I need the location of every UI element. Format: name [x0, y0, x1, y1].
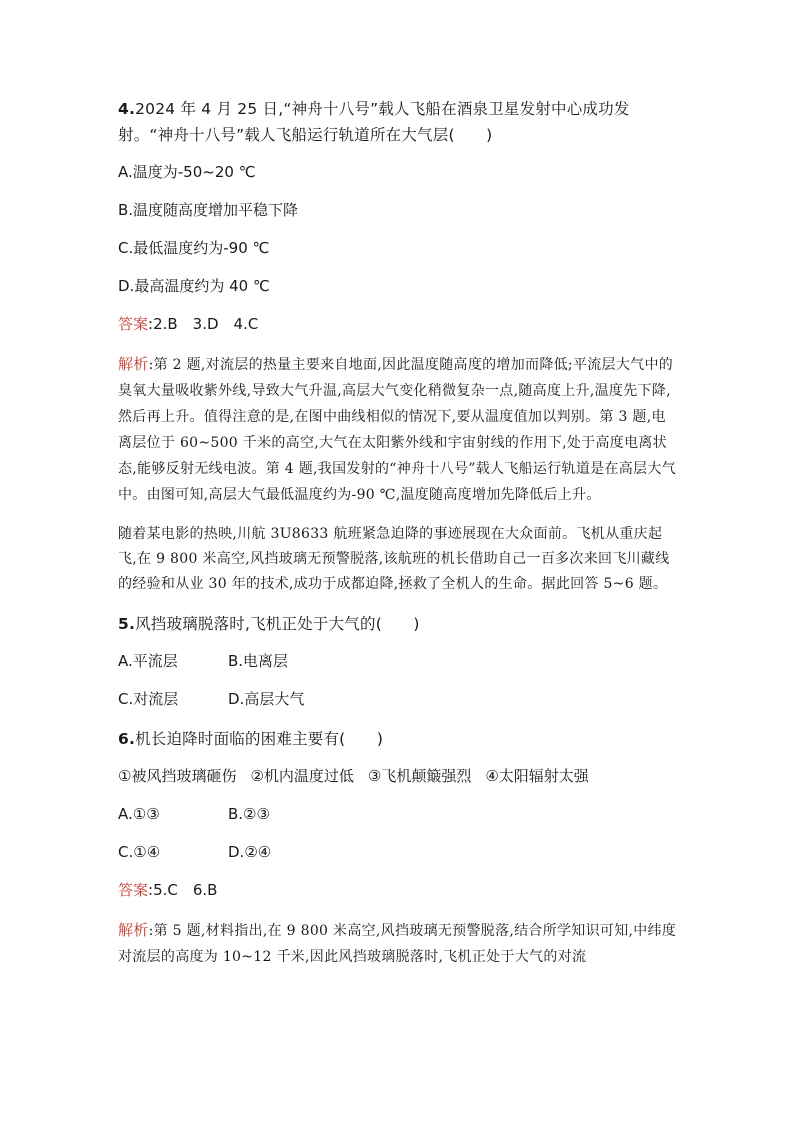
answer-text-2: :5.C 6.B [148, 881, 218, 899]
question-5-options-row-1 [118, 650, 678, 672]
question-5-text: 风挡玻璃脱落时,飞机正处于大气的( ) [135, 615, 420, 633]
reading-material: 随着某电影的热映,川航 3U8633 航班紧急迫降的事迹展现在大众面前。飞机从重庆起飞,在 9 800 米高空,风挡玻璃无预警脱落,该航班的机长借助自己一百多次来回飞川藏线的经验和从业 30 年的技术,成功于成都迫降,拯救了全机人的生命。据此回答 5~6 题。 [118, 526, 670, 592]
question-6-option-c: C.①④ [118, 843, 161, 861]
question-6-option-b: B.②③ [228, 805, 270, 823]
answer-block-2 [118, 879, 678, 901]
answer-label-2: 答案 [118, 881, 149, 899]
answer-block-1 [118, 313, 678, 335]
explanation-text-2: :第 5 题,材料指出,在 9 800 米高空,风挡玻璃无预警脱落,结合所学知识可知,中纬度对流层的高度为 10~12 千米,因此风挡玻璃脱落时,飞机正处于大气的对流 [118, 923, 677, 965]
explanation-block-2 [118, 917, 678, 970]
statement-1: ①被风挡玻璃砸伤 [118, 767, 237, 785]
explanation-text: :第 2 题,对流层的热量主要来自地面,因此温度随高度的增加而降低;平流层大气中的臭氧大量吸收紫外线,导致大气升温,高层大气变化稍微复杂一点,随高度上升,温度先下降,然后再上升。值得注意的是,在图中曲线相似的情况下,要从温度值加以判别。第 3 题,电离层位于 60~500 千米的高空,大气在太阳紫外线和宇宙射线的作用下,处于高度电离状态,能够反射无线电波。第 4 题,我国发射的“神舟十八号”载人飞船运行轨道是在高层大气中。由图可知,高层大气最低温度约为-90 ℃,温度随高度增加先降低后上升。 [118, 357, 676, 503]
explanation-label-2: 解析 [118, 921, 149, 939]
question-6-stem [118, 726, 678, 752]
question-6-option-a: A.①③ [118, 805, 160, 823]
question-6-options-row-1 [118, 803, 678, 825]
explanation-block-1 [118, 351, 678, 508]
statement-4: ④太阳辐射太强 [485, 767, 589, 785]
statement-3: ③飞机颠簸强烈 [367, 767, 472, 785]
answer-label: 答案 [118, 315, 149, 333]
question-6-text: 机长迫降时面临的困难主要有( ) [135, 730, 384, 748]
question-4-option-d: D.最高温度约为 40 ℃ [118, 277, 270, 295]
question-4-option-c: C.最低温度约为-90 ℃ [118, 239, 270, 257]
question-6-statements [118, 765, 678, 787]
answer-text: :2.B 3.D 4.C [148, 315, 259, 333]
question-5-number: 5. [118, 615, 136, 633]
question-4-number: 4. [118, 100, 136, 118]
question-4-text: 2024 年 4 月 25 日,“神舟十八号”载人飞船在酒泉卫星发射中心成功发射。“神舟十八号”载人飞船运行轨道所在大气层( ) [118, 100, 630, 144]
question-4-option-b: B.温度随高度增加平稳下降 [118, 201, 299, 219]
question-6-number: 6. [118, 730, 136, 748]
question-5-option-b: B.电离层 [228, 652, 289, 670]
question-5-option-a: A.平流层 [118, 652, 178, 670]
question-5-option-c: C.对流层 [118, 690, 179, 708]
question-5-options-row-2 [118, 688, 678, 710]
question-4-stem [118, 96, 678, 148]
question-6-options-row-2 [118, 841, 678, 863]
document-page [118, 96, 678, 984]
question-5-stem [118, 611, 678, 637]
statement-2: ②机内温度过低 [250, 767, 354, 785]
question-4-option-a: A.温度为-50~20 ℃ [118, 163, 256, 181]
explanation-label: 解析 [118, 355, 149, 373]
question-5-option-d: D.高层大气 [228, 690, 305, 708]
question-6-option-d: D.②④ [228, 843, 272, 861]
